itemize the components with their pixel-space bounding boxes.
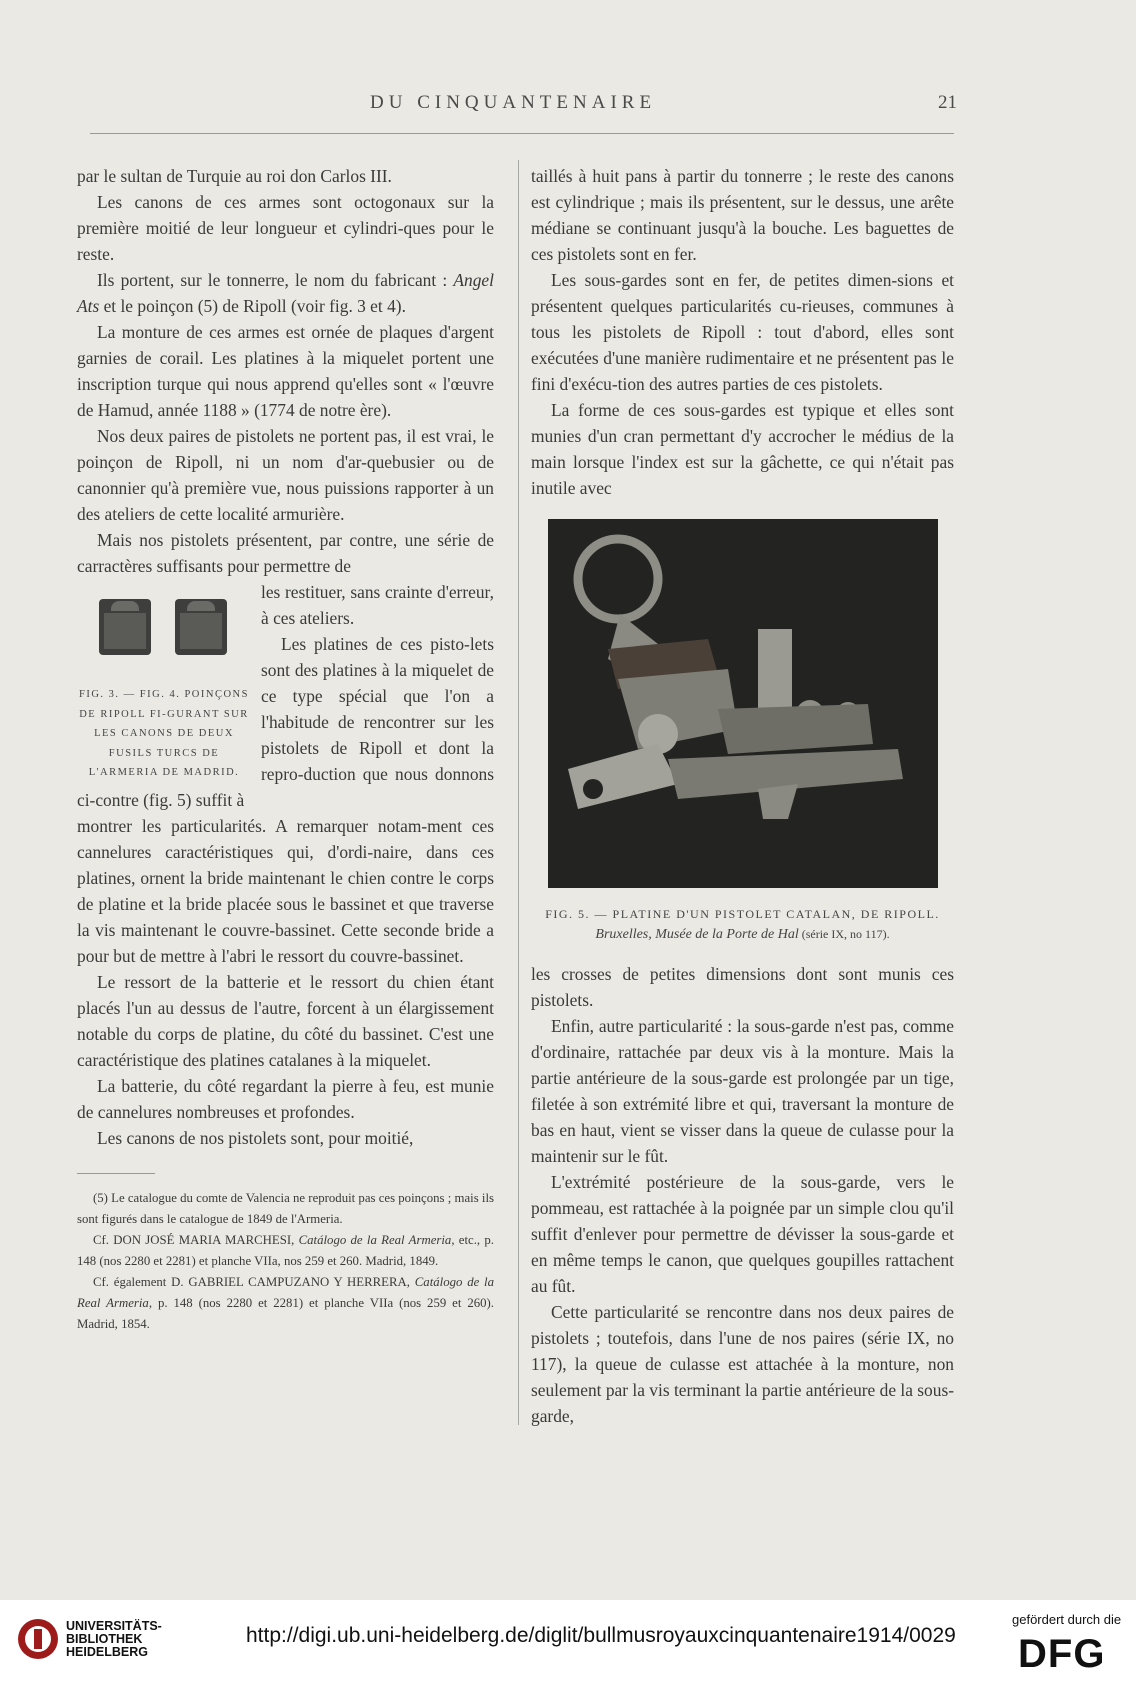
paragraph: Cette particularité se rencontre dans nos deux paires de pistolets ; toutefois, dans l'une de nos paires (série IX, no 117), la queue de culasse est attachée à la monture, non seulement par la vis terminant la partie antérieure de la sous-garde, xyxy=(531,1302,955,1426)
paragraph: montrer les particularités. A remarquer notam-ment ces cannelures caractéristiques qui, d'ordi-naire, dans ces platines, ornent la bride maintenant le chien contre le corps de platine et la bride placée sous le bassinet et que traverse la vis maintenant le couvre-bassinet. Cette seconde bride a pour but de mettre à l'abri le ressort du couvre-bassinet. xyxy=(77,816,494,966)
paragraph: Nos deux paires de pistolets ne portent pas, il est vrai, le poinçon de Ripoll, ni un nom d'ar-quebusier ou de canonnier qu'à première vue, nous puissions rapporter à un des ateliers de cette localité armurière. xyxy=(77,426,494,524)
paragraph: Les canons de ces armes sont octogonaux sur la première moitié de leur longueur et cylindri-ques pour le reste. xyxy=(77,192,494,264)
paragraph: Ils portent, sur le tonnerre, le nom du fabricant : Angel Ats et le poinçon (5) de Ripoll (voir fig. 3 et 4). xyxy=(77,270,494,316)
paragraph: les crosses de petites dimensions dont sont munis ces pistolets. xyxy=(531,964,954,1010)
university-seal-icon xyxy=(16,1617,60,1661)
paragraph: La forme de ces sous-gardes est typique et elles sont munies d'un cran permettant d'y accrocher le médius de la main lorsque l'index est sur la gâchette, ce qui n'était pas inutile avec xyxy=(531,400,954,498)
source-url-link[interactable]: http://digi.ub.uni-heidelberg.de/diglit/bullmusroyauxcinquantenaire1914/0029 xyxy=(246,1624,956,1647)
paragraph: taillés à huit pans à partir du tonnerre ; le reste des canons est cylindrique ; mais ils présentent, sur le dessus, une arête médiane se continuant jusqu'à la bouche. Les baguettes de ces pistolets sont en fer. xyxy=(531,166,954,264)
digitization-footer xyxy=(0,1600,1136,1681)
page-number: 21 xyxy=(938,92,957,113)
footnote: (5) Le catalogue du comte de Valencia ne reproduit pas ces poinçons ; mais ils sont figurés dans le catalogue de 1849 de l'Armeria. xyxy=(77,1191,494,1226)
footnote-rule xyxy=(77,1173,155,1174)
figure-3-4-caption: FIG. 3. — FIG. 4. POINÇONS DE RIPOLL FI-GURANT SUR LES CANONS DE DEUX FUSILS TURCS DE L'ARMERIA DE MADRID. xyxy=(79,689,249,778)
paragraph: par le sultan de Turquie au roi don Carlos III. xyxy=(77,166,392,186)
wrap-text-1: les restituer, sans crainte d'erreur, à ces ateliers. xyxy=(261,582,494,628)
figure-3-4 xyxy=(75,579,253,783)
angel-ats-stamp-image xyxy=(99,599,151,655)
header-rule xyxy=(90,133,954,134)
paragraph: La batterie, du côté regardant la pierre à feu, est munie de cannelures nombreuses et profondes. xyxy=(77,1076,494,1122)
figure-5-caption: FIG. 5. — PLATINE D'UN PISTOLET CATALAN, DE RIPOLL. Bruxelles, Musée de la Porte de Hal (série IX, no 117). xyxy=(545,907,940,942)
paragraph: Le ressort de la batterie et le ressort du chien étant placés l'un au dessus de l'autre, forcent à un élargissement notable du corps de platine, du côté du bassinet. C'est une caractéristique des platines catalanes à la miquelet. xyxy=(77,972,494,1070)
wrap-text-2: Les platines de ces pisto-lets sont des platines à la miquelet de ce type spécial que l'on a l'habitude de rencontrer sur les pistolets de Ripoll et dont la repro-duction que nous donnons ci-contre (fig. 5) suffit à xyxy=(77,634,494,810)
paragraph: L'extrémité postérieure de la sous-garde, vers le pommeau, est rattachée à la poignée par un simple clou qu'il suffit d'enlever pour permettre de dévisser la sous-garde et en même temps le canon, que quelques goupilles rattachent au fût. xyxy=(531,1172,954,1296)
column-rule xyxy=(518,160,519,1425)
paragraph: Les canons de nos pistolets sont, pour moitié, xyxy=(97,1128,414,1148)
maker-name: Angel Ats xyxy=(77,270,494,316)
footnote: Cf. DON JOSÉ MARIA MARCHESI, Catálogo de la Real Armeria, etc., p. 148 (nos 2280 et 2281) et planche VIIa, nos 259 et 260. Madrid, 1849. xyxy=(77,1233,495,1268)
right-column xyxy=(531,163,954,1429)
paragraph: La monture de ces armes est ornée de plaques d'argent garnies de corail. Les platines à la miquelet portent une inscription turque qui nous apprend qu'elles sont « l'œuvre de Hamud, année 1188 » (1774 de notre ère). xyxy=(77,322,494,420)
paragraph: Les sous-gardes sont en fer, de petites dimen-sions et présentent quelques particularités cu-rieuses, communes à tous les pistolets de Ripoll : tout d'abord, elles sont exécutées d'une manière rudimentaire et ne présentent pas le fini d'exécu-tion des autres parties de ces pistolets. xyxy=(531,270,954,394)
paragraph: Mais nos pistolets présentent, par contre, une série de carractères suffisants pour permettre de xyxy=(77,530,494,576)
page-header xyxy=(0,92,1136,122)
ripoll-stamps xyxy=(75,599,253,685)
paragraph: Enfin, autre particularité : la sous-garde n'est pas, comme d'ordinaire, rattachée par deux vis à la monture. Mais la partie antérieure de la sous-garde est prolongée par un tige, filetée à son extrémité libre et qui, traversant la monture de bas en haut, vient se visser dans la queue de culasse pour la maintenir sur le fût. xyxy=(531,1016,954,1166)
footnotes xyxy=(77,1188,494,1335)
dfg-logo: DFG xyxy=(1018,1632,1106,1676)
institution-name: UNIVERSITÄTS- BIBLIOTHEK HEIDELBERG xyxy=(66,1619,162,1659)
funding-note: gefördert durch die xyxy=(1012,1612,1122,1627)
pistol-lock-photo xyxy=(548,519,938,888)
left-column xyxy=(77,163,494,1335)
footnote: Cf. également D. GABRIEL CAMPUZANO Y HERRERA, Catálogo de la Real Armeria, p. 148 (nos 2280 et 2281) et planche VIIa (nos 259 et 260). Madrid, 1854. xyxy=(77,1275,495,1331)
running-title: DU CINQUANTENAIRE xyxy=(370,92,657,113)
ripoll-stamp-image xyxy=(175,599,227,655)
